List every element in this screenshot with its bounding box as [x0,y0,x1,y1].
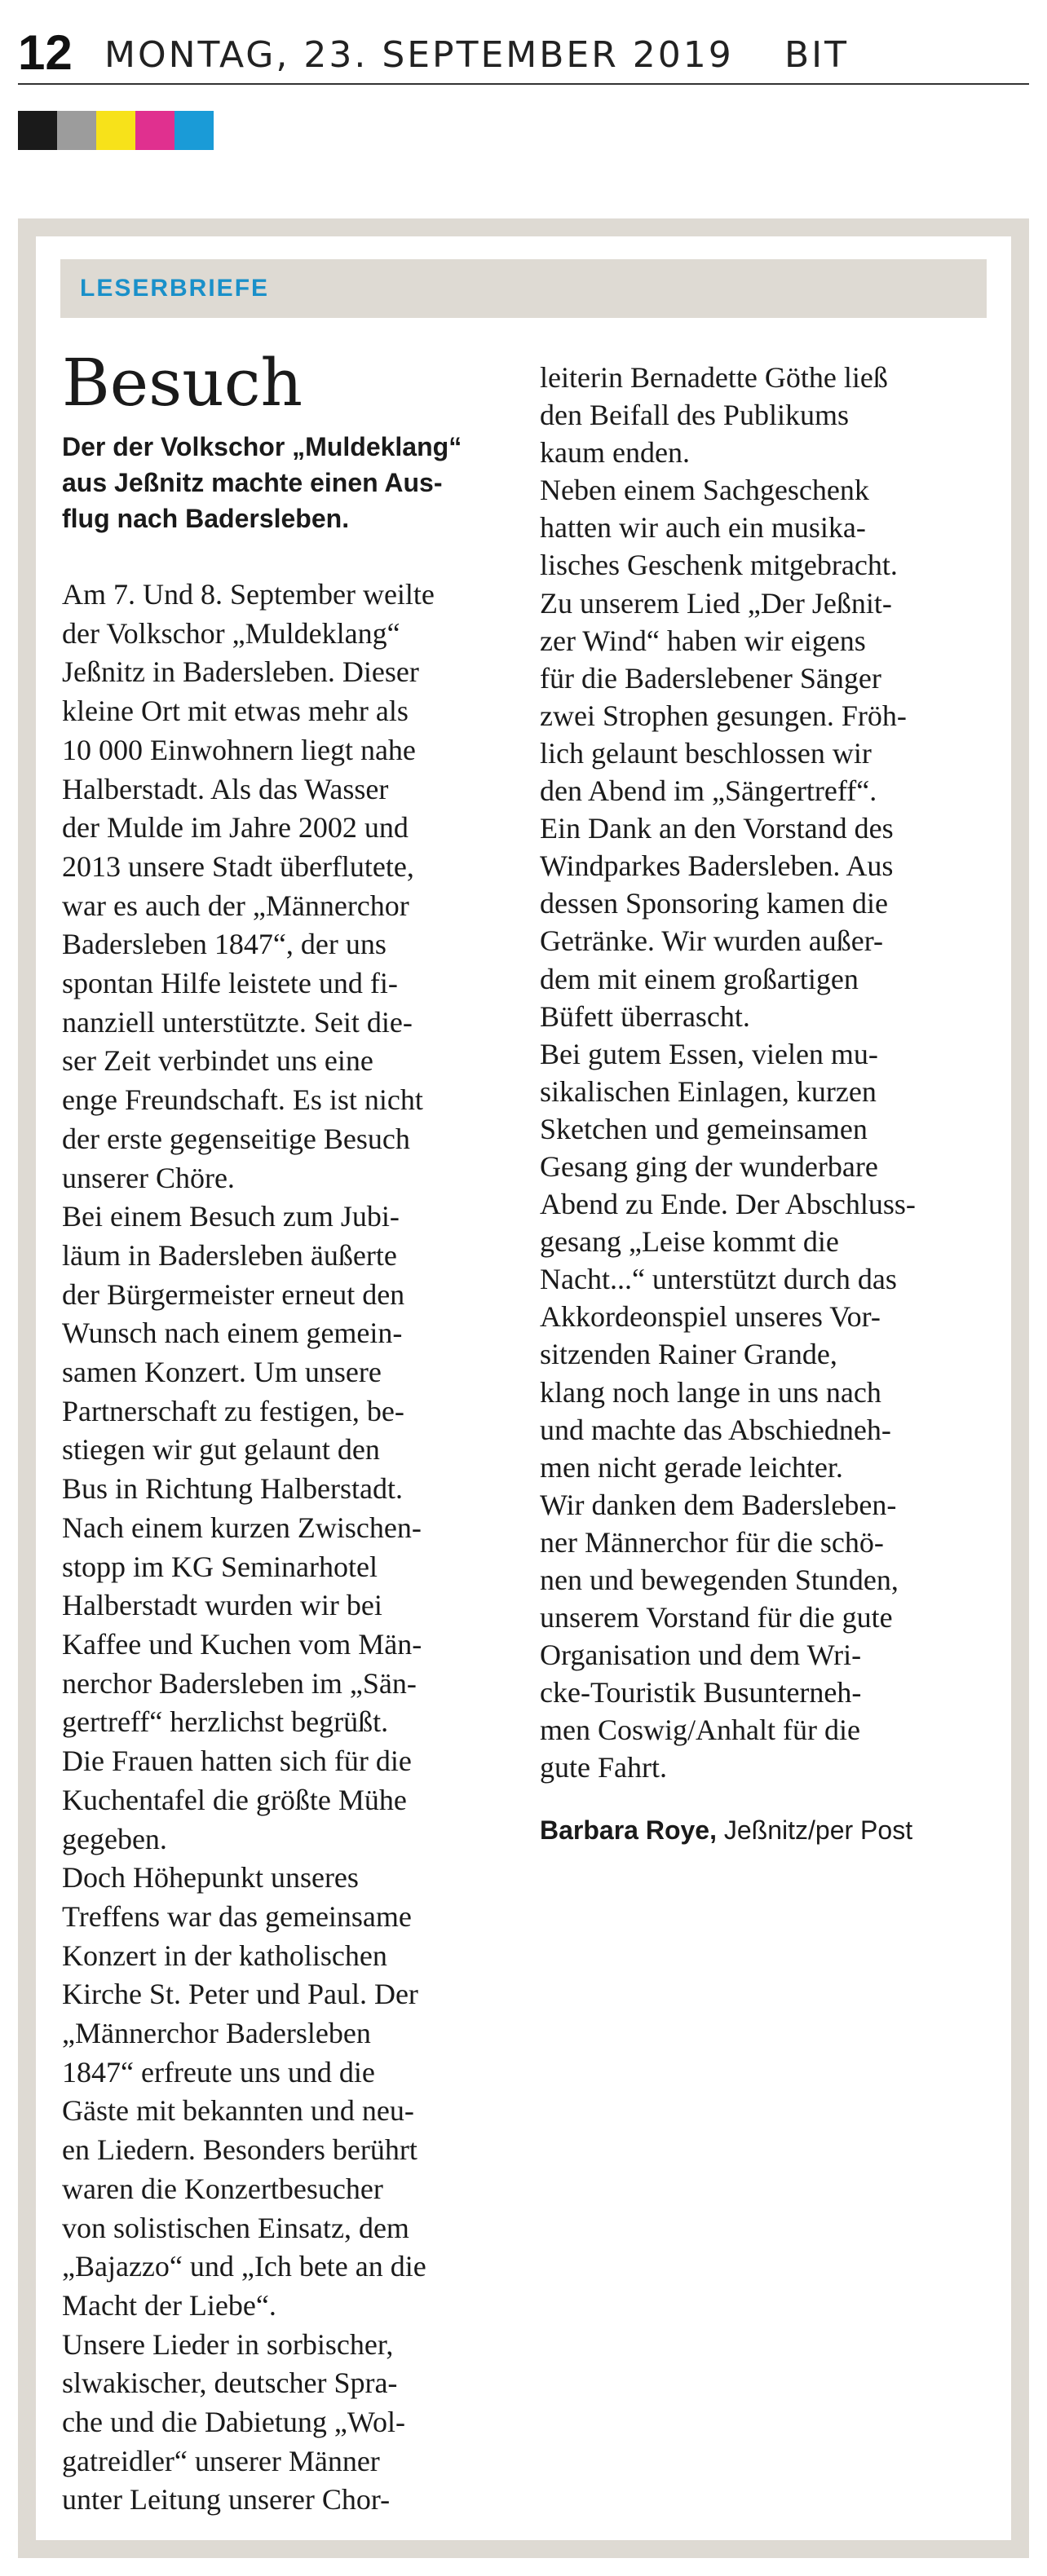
section-bar [60,259,987,318]
edition-code: BIT [784,34,850,76]
author-location: Jeßnitz/per Post [723,1815,913,1845]
article-column-right [540,359,1013,1849]
page-number: 12 [18,25,73,80]
color-swatch-cyan [174,111,214,150]
section-label: LESERBRIEFE [80,275,270,302]
article-frame [18,218,1029,2558]
page-header [18,24,1029,82]
article-column-left [62,342,502,2520]
author-name: Barbara Roye, [540,1815,717,1845]
article-subheadline: Der der Volkschor „Muldeklang“ aus Jeßnitz machte einen Aus- flug nach Badersleben. [62,432,462,533]
color-swatch-gray [57,111,96,150]
print-color-bar [18,111,214,150]
article-headline: Besuch [62,345,303,421]
article-panel [36,236,1011,2540]
color-swatch-black [18,111,57,150]
color-swatch-magenta [135,111,174,150]
article-body-right: leiterin Bernadette Göthe ließ den Beifall des Publikums kaum enden. Neben einem Sachgeschenk hatten wir auch ein musika- lisches Geschenk mitgebracht. Zu unserem Lied „Der Jeßnit- zer Wind“ haben wir eigens für die Baderslebener Sänger zwei Strophen gesungen. Fröh- lich gelaunt beschlossen wir den Abend im „Sängertreff“. Ein Dank an den Vorstand des Windparkes Badersleben. Aus dessen Sponsoring kamen die Getränke. Wir wurden außer- dem mit einem großartigen Büfett überrascht. Bei gutem Essen, vielen mu- sikalischen Einlagen, kurzen Sketchen und gemeinsamen Gesang ging der wunderbare Abend zu Ende. Der Abschluss- gesang „Leise kommt die Nacht...“ unterstützt durch das Akkordeonspiel unseres Vor- sitzenden Rainer Grande, klang noch lange in uns nach und machte das Abschiedneh- men nicht gerade leichter. Wir danken dem Badersleben- ner Männerchor für die schö- nen und bewegenden Stunden, unserem Vorstand für die gute Organisation und dem Wri- cke-Touristik Busunterneh- men Coswig/Anhalt für die gute Fahrt. [540,361,916,1784]
header-divider [18,83,1029,85]
article-body-left: Am 7. Und 8. September weilte der Volkschor „Muldeklang“ Jeßnitz in Badersleben. Dieser kleine Ort mit etwas mehr als 10 000 Einwohnern liegt nahe Halberstadt. Als das Wasser der Mulde im Jahre 2002 und 2013 unsere Stadt überflutete, war es auch der „Männerchor Badersleben 1847“, der uns spontan Hilfe leistete und fi- nanziell unterstützte. Seit die- ser Zeit verbindet uns eine enge Freundschaft. Es ist nicht der erste gegenseitige Besuch unserer Chöre. Bei einem Besuch zum Jubi- läum in Badersleben äußerte der Bürgermeister erneut den Wunsch nach einem gemein- samen Konzert. Um unsere Partnerschaft zu festigen, be- stiegen wir gut gelaunt den Bus in Richtung Halberstadt. Nach einem kurzen Zwischen- stopp im KG Seminarhotel Halberstadt wurden wir bei Kaffee und Kuchen vom Män- nerchor Badersleben im „Sän- gertreff“ herzlichst begrüßt. Die Frauen hatten sich für die Kuchentafel die größte Mühe gegeben. Doch Höhepunkt unseres Treffens war das gemeinsame Konzert in der katholischen Kirche St. Peter und Paul. Der „Männerchor Badersleben 1847“ erfreute uns und die Gäste mit bekannten und neu- en Liedern. Besonders berührt waren die Konzertbesucher von solistischen Einsatz, dem „Bajazzo“ und „Ich bete an die Macht der Liebe“. Unsere Lieder in sorbischer, slwakischer, deutscher Spra- che und die Dabietung „Wol- gatreidler“ unserer Männer unter Leitung unserer Chor- [62,578,435,2516]
author-signature [540,1811,1013,1849]
issue-date: MONTAG, 23. SEPTEMBER 2019 [104,34,734,76]
color-swatch-yellow [96,111,135,150]
